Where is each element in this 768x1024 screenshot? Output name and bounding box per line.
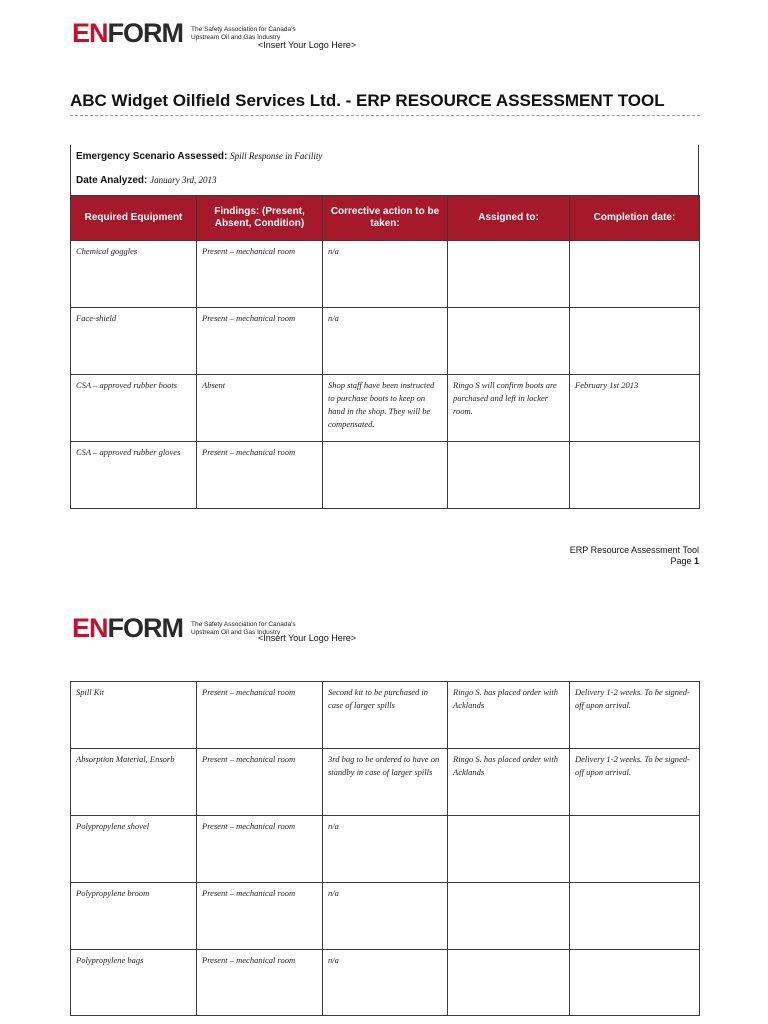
cell-equipment: Polypropylene broom: [71, 883, 197, 950]
cell-corrective-action: n/a: [323, 308, 448, 375]
logo-wordmark-en: EN: [72, 613, 108, 643]
cell-equipment: CSA – approved rubber boots: [71, 375, 197, 442]
cell-completion-date: [570, 883, 700, 950]
footer-page-label: Page: [670, 556, 692, 566]
table-row: [71, 442, 700, 509]
logo-wordmark: [72, 20, 183, 47]
cell-equipment: Absorption Material, Ensorb: [71, 749, 197, 816]
cell-completion-date: [570, 816, 700, 883]
cell-findings: Present – mechanical room: [197, 883, 323, 950]
date-value: January 3rd, 2013: [150, 175, 217, 185]
cell-corrective-action: [323, 442, 448, 509]
scenario-label: Emergency Scenario Assessed:: [76, 151, 228, 162]
cell-findings: Present – mechanical room: [197, 950, 323, 1016]
cell-completion-date: [570, 308, 700, 375]
table-row: [71, 682, 700, 749]
header-required-equipment: Required Equipment: [71, 196, 197, 241]
logo-placeholder: <Insert Your Logo Here>: [258, 633, 357, 643]
cell-findings: Absent: [197, 375, 323, 442]
table-row: [71, 883, 700, 950]
page-title: ABC Widget Oilfield Services Ltd. - ERP RESOURCE ASSESSMENT TOOL: [70, 91, 665, 110]
cell-completion-date: Delivery 1-2 weeks. To be signed-off upon arrival.: [570, 682, 700, 749]
logo-placeholder: <Insert Your Logo Here>: [258, 40, 357, 50]
cell-assigned-to: [448, 241, 570, 308]
cell-findings: Present – mechanical room: [197, 682, 323, 749]
cell-equipment: Polypropylene shovel: [71, 816, 197, 883]
cell-assigned-to: [448, 816, 570, 883]
logo-wordmark-form: FORM: [107, 18, 183, 48]
table-row: [71, 950, 700, 1016]
cell-assigned-to: [448, 883, 570, 950]
date-line: [76, 175, 217, 186]
cell-corrective-action: n/a: [323, 950, 448, 1016]
cell-assigned-to: Ringo S. has placed order with Acklands: [448, 749, 570, 816]
cell-corrective-action: n/a: [323, 241, 448, 308]
cell-assigned-to: Ringo S will confirm boots are purchased and left in locker room.: [448, 375, 570, 442]
footer-title: ERP Resource Assessment Tool: [569, 545, 699, 555]
cell-assigned-to: [448, 308, 570, 375]
resource-table-page-1: [70, 195, 700, 509]
cell-equipment: Spill Kit: [71, 682, 197, 749]
footer-page: [570, 556, 699, 567]
logo-wordmark-form: FORM: [107, 613, 183, 643]
cell-corrective-action: n/a: [323, 816, 448, 883]
cell-completion-date: [570, 442, 700, 509]
cell-findings: Present – mechanical room: [197, 749, 323, 816]
logo-wordmark: [72, 615, 183, 642]
scenario-value: Spill Response in Facility: [230, 151, 323, 161]
cell-completion-date: February 1st 2013: [570, 375, 700, 442]
cell-corrective-action: Second kit to be purchased in case of larger spills: [323, 682, 448, 749]
page-footer: [570, 545, 699, 567]
table-row: [71, 816, 700, 883]
cell-equipment: CSA – approved rubber gloves: [71, 442, 197, 509]
cell-completion-date: [570, 950, 700, 1016]
cell-findings: Present – mechanical room: [197, 442, 323, 509]
cell-corrective-action: 3rd bag to be ordered to have on standby in case of larger spills: [323, 749, 448, 816]
logo-wordmark-en: EN: [72, 18, 108, 48]
scenario-line: [76, 151, 322, 162]
cell-findings: Present – mechanical room: [197, 241, 323, 308]
table-header-row: [71, 196, 700, 241]
cell-completion-date: [570, 241, 700, 308]
header-assigned-to: Assigned to:: [448, 196, 570, 241]
cell-completion-date: Delivery 1-2 weeks. To be signed-off upon arrival.: [570, 749, 700, 816]
footer-page-number: 1: [693, 556, 699, 566]
cell-equipment: Face-shield: [71, 308, 197, 375]
title-divider: [70, 115, 700, 116]
cell-findings: Present – mechanical room: [197, 816, 323, 883]
header-findings: Findings: (Present, Absent, Condition): [197, 196, 323, 241]
cell-assigned-to: [448, 950, 570, 1016]
cell-corrective-action: Shop staff have been instructed to purchase boots to keep on hand in the shop. They will be compensated.: [323, 375, 448, 442]
table-row: [71, 749, 700, 816]
cell-findings: Present – mechanical room: [197, 308, 323, 375]
cell-assigned-to: [448, 442, 570, 509]
cell-equipment: Polypropylene bags: [71, 950, 197, 1016]
header-completion-date: Completion date:: [570, 196, 700, 241]
cell-assigned-to: Ringo S. has placed order with Acklands: [448, 682, 570, 749]
cell-equipment: Chemical goggles: [71, 241, 197, 308]
header-corrective-action: Corrective action to be taken:: [323, 196, 448, 241]
logo-tagline: The Safety Association for Canada's Upstream Oil and Gas Industry: [191, 620, 296, 636]
table-row: [71, 375, 700, 442]
date-label: Date Analyzed:: [76, 175, 148, 186]
cell-corrective-action: n/a: [323, 883, 448, 950]
logo-tagline: The Safety Association for Canada's Upstream Oil and Gas Industry: [191, 25, 296, 41]
resource-table-page-2: [70, 681, 700, 1016]
table-row: [71, 241, 700, 308]
table-row: [71, 308, 700, 375]
